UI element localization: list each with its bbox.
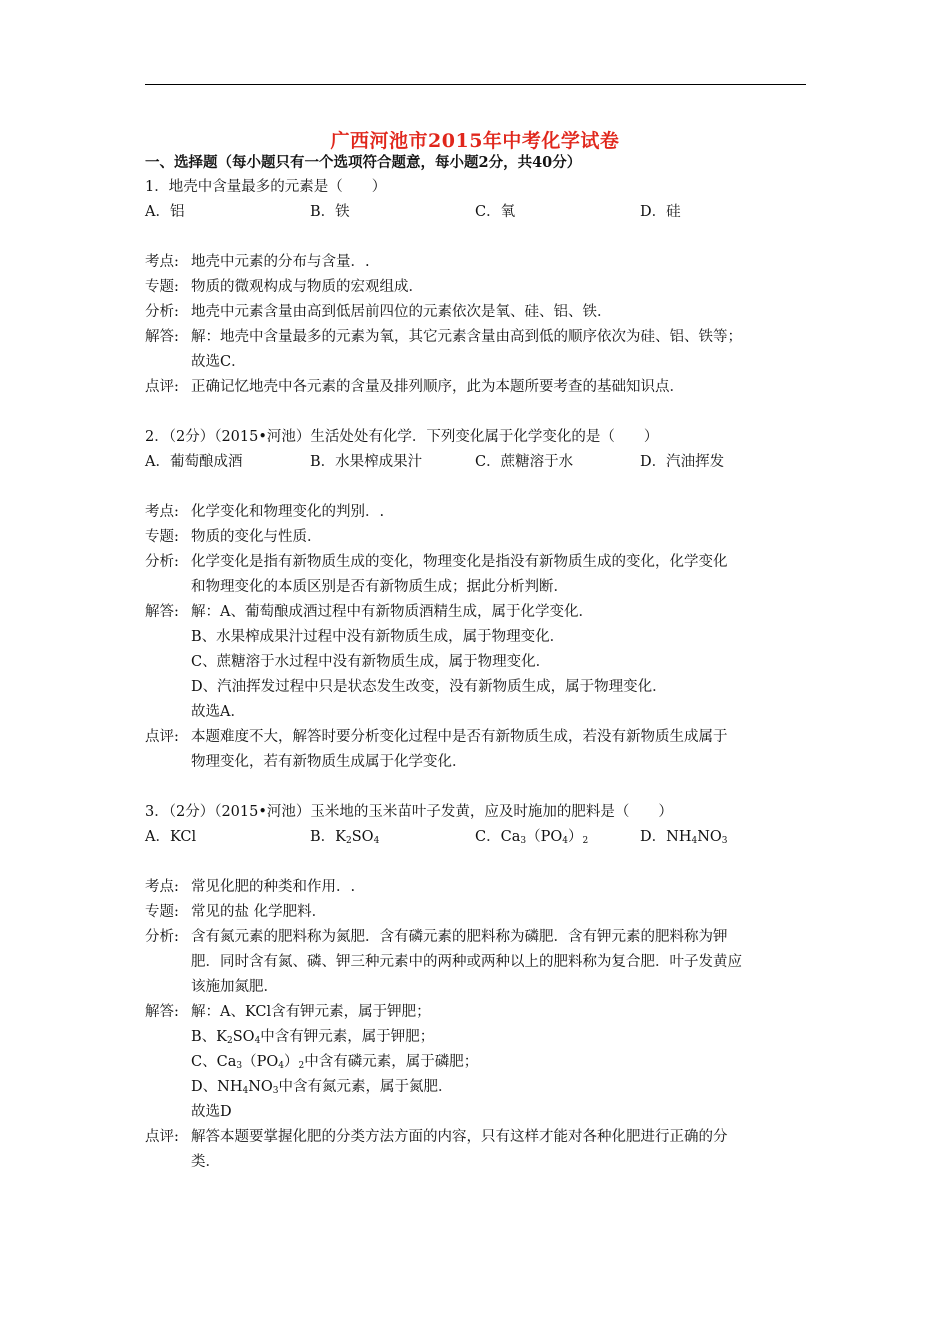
q1-zhuanti xyxy=(145,275,810,300)
header-rule xyxy=(145,84,806,85)
q3-fenxi-label: 分析: xyxy=(145,929,179,945)
q1-zhuanti-text: 物质的微观构成与物质的宏观组成． xyxy=(191,279,423,295)
q3-jieda-text-1: 解：A、KCl含有钾元素，属于钾肥； xyxy=(191,1004,431,1020)
q1-dianping-label: 点评: xyxy=(145,379,179,395)
q2-jieda xyxy=(145,600,810,625)
q3-option-a: A．KCl xyxy=(145,829,197,845)
q3-zhuanti-label: 专题: xyxy=(145,904,179,920)
q2-jieda-text-3: C、蔗糖溶于水过程中没有新物质生成，属于物理变化． xyxy=(191,654,551,670)
q3-jieda xyxy=(145,1000,810,1025)
q1-jieda-label: 解答: xyxy=(145,329,179,345)
q3-zhuanti-text: 常见的盐 化学肥料． xyxy=(191,904,327,920)
q3-option-d: D．$NH_4NO_3$ xyxy=(640,829,728,846)
q2-kaodian-text: 化学变化和物理变化的判别．. xyxy=(191,504,385,520)
q2-fenxi-text-1: 化学变化是指有新物质生成的变化，物理变化是指没有新物质生成的变化，化学变化 xyxy=(191,554,728,570)
q2-jieda-text-2: B、水果榨成果汁过程中没有新物质生成，属于物理变化． xyxy=(191,629,565,645)
q3-dianping-text-2: 类． xyxy=(191,1154,220,1170)
q3-dianping xyxy=(145,1125,810,1150)
q1-option-c: C．氧 xyxy=(475,204,516,220)
q2-kaodian-label: 考点: xyxy=(145,504,179,520)
q3-dianping-text-1: 解答本题要掌握化肥的分类方法方面的内容，只有这样才能对各种化肥进行正确的分 xyxy=(191,1129,728,1145)
q2-dianping-text-2: 物理变化，若有新物质生成属于化学变化． xyxy=(191,754,467,770)
q2-kaodian xyxy=(145,500,810,525)
q1-dianping xyxy=(145,375,810,400)
page-title: 广西河池市2015年中考化学试卷 xyxy=(330,130,620,152)
q1-kaodian-label: 考点: xyxy=(145,254,179,270)
q1-options xyxy=(145,200,810,225)
q3-jieda-text-5: 故选D xyxy=(191,1104,232,1120)
q1-jieda xyxy=(145,325,810,350)
q3-jieda-text-2: B、$K_2SO_4$中含有钾元素，属于钾肥； xyxy=(191,1029,435,1046)
q1-option-a: A．铝 xyxy=(145,204,185,220)
exam-content xyxy=(145,150,810,1175)
q1-option-d: D．硅 xyxy=(640,204,681,220)
q3-dianping-label: 点评: xyxy=(145,1129,179,1145)
q2-fenxi xyxy=(145,550,810,575)
q2-fenxi-text-2: 和物理变化的本质区别是否有新物质生成；据此分析判断． xyxy=(191,579,568,595)
q2-fenxi-label: 分析: xyxy=(145,554,179,570)
q2-stem: 2．（2分）（2015•河池）生活处处有化学．下列变化属于化学变化的是（ ） xyxy=(145,429,659,445)
q1-dianping-text: 正确记忆地壳中各元素的含量及排列顺序，此为本题所要考查的基础知识点． xyxy=(191,379,684,395)
q3-zhuanti xyxy=(145,900,810,925)
q2-jieda-text-1: 解：A、葡萄酿成酒过程中有新物质酒精生成，属于化学变化． xyxy=(191,604,593,620)
q2-option-c: C．蔗糖溶于水 xyxy=(475,454,574,470)
q3-fenxi-text-1: 含有氮元素的肥料称为氮肥．含有磷元素的肥料称为磷肥．含有钾元素的肥料称为钾 xyxy=(191,929,728,945)
q3-option-b: B．$K_2SO_4$ xyxy=(310,829,380,846)
q1-jieda-text-1: 解：地壳中含量最多的元素为氧，其它元素含量由高到低的顺序依次为硅、铝、铁等； xyxy=(191,329,742,345)
q1-fenxi xyxy=(145,300,810,325)
q3-stem: 3．（2分）（2015•河池）玉米地的玉米苗叶子发黄，应及时施加的肥料是（ ） xyxy=(145,804,673,820)
q3-kaodian-label: 考点: xyxy=(145,879,179,895)
q1-option-b: B．铁 xyxy=(310,204,350,220)
q3-jieda-label: 解答: xyxy=(145,1004,179,1020)
q2-dianping-label: 点评: xyxy=(145,729,179,745)
q3-options xyxy=(145,825,810,850)
q1-fenxi-label: 分析: xyxy=(145,304,179,320)
q2-dianping-text-1: 本题难度不大，解答时要分析变化过程中是否有新物质生成，若没有新物质生成属于 xyxy=(191,729,728,745)
q2-options xyxy=(145,450,810,475)
q3-fenxi xyxy=(145,925,810,950)
q3-jieda-text-3: C、$Ca_3(PO_4)_2$中含有磷元素，属于磷肥； xyxy=(191,1054,479,1071)
q1-zhuanti-label: 专题: xyxy=(145,279,179,295)
q2-option-d: D．汽油挥发 xyxy=(640,454,725,470)
q1-stem: 1．地壳中含量最多的元素是（ ） xyxy=(145,179,387,195)
q1-kaodian xyxy=(145,250,810,275)
q2-jieda-label: 解答: xyxy=(145,604,179,620)
q3-kaodian-text: 常见化肥的种类和作用．. xyxy=(191,879,356,895)
q3-jieda-text-4: D、$NH_4NO_3$中含有氮元素，属于氮肥． xyxy=(191,1079,453,1096)
q2-jieda-text-4: D、汽油挥发过程中只是状态发生改变，没有新物质生成，属于物理变化． xyxy=(191,679,667,695)
q2-option-b: B．水果榨成果汁 xyxy=(310,454,423,470)
q1-kaodian-text: 地壳中元素的分布与含量．. xyxy=(191,254,370,270)
q2-zhuanti-label: 专题: xyxy=(145,529,179,545)
q1-fenxi-text: 地壳中元素含量由高到低居前四位的元素依次是氧、硅、铝、铁． xyxy=(191,304,612,320)
q2-zhuanti xyxy=(145,525,810,550)
q2-option-a: A．葡萄酿成酒 xyxy=(145,454,243,470)
q2-dianping xyxy=(145,725,810,750)
q3-fenxi-text-3: 该施加氮肥． xyxy=(191,979,278,995)
q3-kaodian xyxy=(145,875,810,900)
q3-option-c: C．$Ca_3(PO_4)_2$ xyxy=(475,829,589,846)
q1-jieda-text-2: 故选C． xyxy=(191,354,246,370)
q3-fenxi-text-2: 肥．同时含有氮、磷、钾三种元素中的两种或两种以上的肥料称为复合肥．叶子发黄应 xyxy=(191,954,742,970)
q2-jieda-text-5: 故选A． xyxy=(191,704,245,720)
section-heading: 一、选择题（每小题只有一个选项符合题意，每小题2分，共40分） xyxy=(145,154,582,171)
q2-zhuanti-text: 物质的变化与性质． xyxy=(191,529,322,545)
